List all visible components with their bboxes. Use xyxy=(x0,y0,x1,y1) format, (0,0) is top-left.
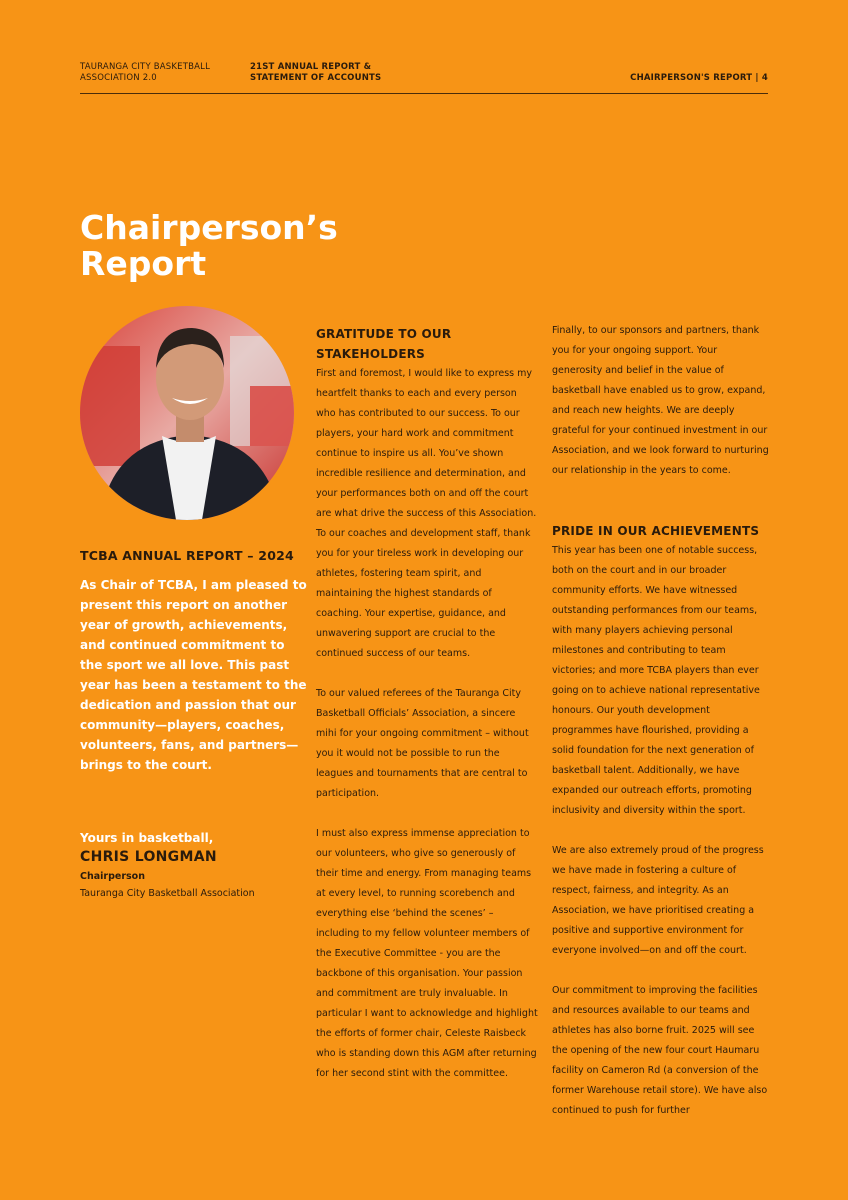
right-column xyxy=(552,321,770,1141)
header-divider xyxy=(80,93,768,94)
header-organisation: TAURANGA CITY BASKETBALL ASSOCIATION 2.0 xyxy=(80,62,211,83)
gratitude-paragraph-3: I must also express immense appreciation to our volunteers, who give so generously of their time and energy. From managing teams at every level, to running scorebench and everything else ‘behind the scenes’ – including to my fellow volunteer members of the Executive Committee - you are the backbone of this organisation. Your passion and commitment are truly invaluable. In particular I want to acknowledge and highlight the efforts of former chair, Celeste Raisbeck who is standing down this AGM after returning for her second stint with the committee. xyxy=(316,828,538,1079)
annual-report-subheading: TCBA ANNUAL REPORT – 2024 xyxy=(80,548,294,563)
signoff-text: Yours in basketball, xyxy=(80,831,214,845)
signatory-name: CHRIS LONGMAN xyxy=(80,849,217,865)
intro-paragraph: As Chair of TCBA, I am pleased to present this report on another year of growth, achievements, and continued commitment to the sport we all love. This past year has been a testament to the dedication and passion that our community—players, coaches, volunteers, fans, and partners—brings to the court. xyxy=(80,578,307,772)
header-report-title: 21ST ANNUAL REPORT & STATEMENT OF ACCOUNTS xyxy=(250,62,382,83)
header-section-page: CHAIRPERSON'S REPORT | 4 xyxy=(630,73,768,83)
signatory-organisation: Tauranga City Basketball Association xyxy=(80,888,255,899)
achievements-paragraph-1: This year has been one of notable success, both on the court and in our broader community efforts. We have witnessed outstanding performances from our teams, with many players achieving personal milestones and contributing to team victories; and more TCBA players than ever going on to achieve national representative honours. Our youth development programmes have flourished, providing a solid foundation for the next generation of basketball talent. Additionally, we have expanded our outreach efforts, promoting inclusivity and diversity within the sport. xyxy=(552,545,760,816)
sponsors-paragraph: Finally, to our sponsors and partners, thank you for your ongoing support. Your generosity and belief in the value of basketball have enabled us to grow, expand, and reach new heights. We are deeply grateful for your continued investment in our Association, and we look forward to nurturing our relationship in the years to come. xyxy=(552,325,769,476)
achievements-heading: PRIDE IN OUR ACHIEVEMENTS xyxy=(552,524,760,538)
chairperson-photo xyxy=(80,306,294,520)
achievements-paragraph-3: Our commitment to improving the facilities and resources available to our teams and athletes has also borne fruit. 2025 will see the opening of the new four court Haumaru facility on Cameron Rd (a conversion of the former Warehouse retail store). We have also continued to push for further xyxy=(552,985,768,1116)
gratitude-paragraph-2: To our valued referees of the Tauranga City Basketball Officials’ Association, a sincere mihi for your ongoing commitment – without you it would not be possible to run the leagues and tournaments that are central to participation. xyxy=(316,688,529,799)
page-title: Chairperson’s Report xyxy=(80,208,338,283)
middle-column xyxy=(316,324,538,1104)
achievements-paragraph-2: We are also extremely proud of the progress we have made in fostering a culture of respect, fairness, and integrity. As an Association, we have prioritised creating a positive and supportive environment for everyone involved—on and off the court. xyxy=(552,845,764,956)
gratitude-heading: GRATITUDE TO OUR STAKEHOLDERS xyxy=(316,327,452,361)
gratitude-paragraph-1: First and foremost, I would like to express my heartfelt thanks to each and every person who has contributed to our success. To our players, your hard work and commitment continue to inspire us all. You’ve shown incredible resilience and determination, and your performances both on and off the court are what drive the success of this Association. To our coaches and development staff, thank you for your tireless work in developing our athletes, fostering team spirit, and maintaining the highest standards of coaching. Your expertise, guidance, and unwavering support are crucial to the continued success of our teams. xyxy=(316,368,537,659)
intro-column xyxy=(80,548,308,899)
signatory-role: Chairperson xyxy=(80,871,145,882)
